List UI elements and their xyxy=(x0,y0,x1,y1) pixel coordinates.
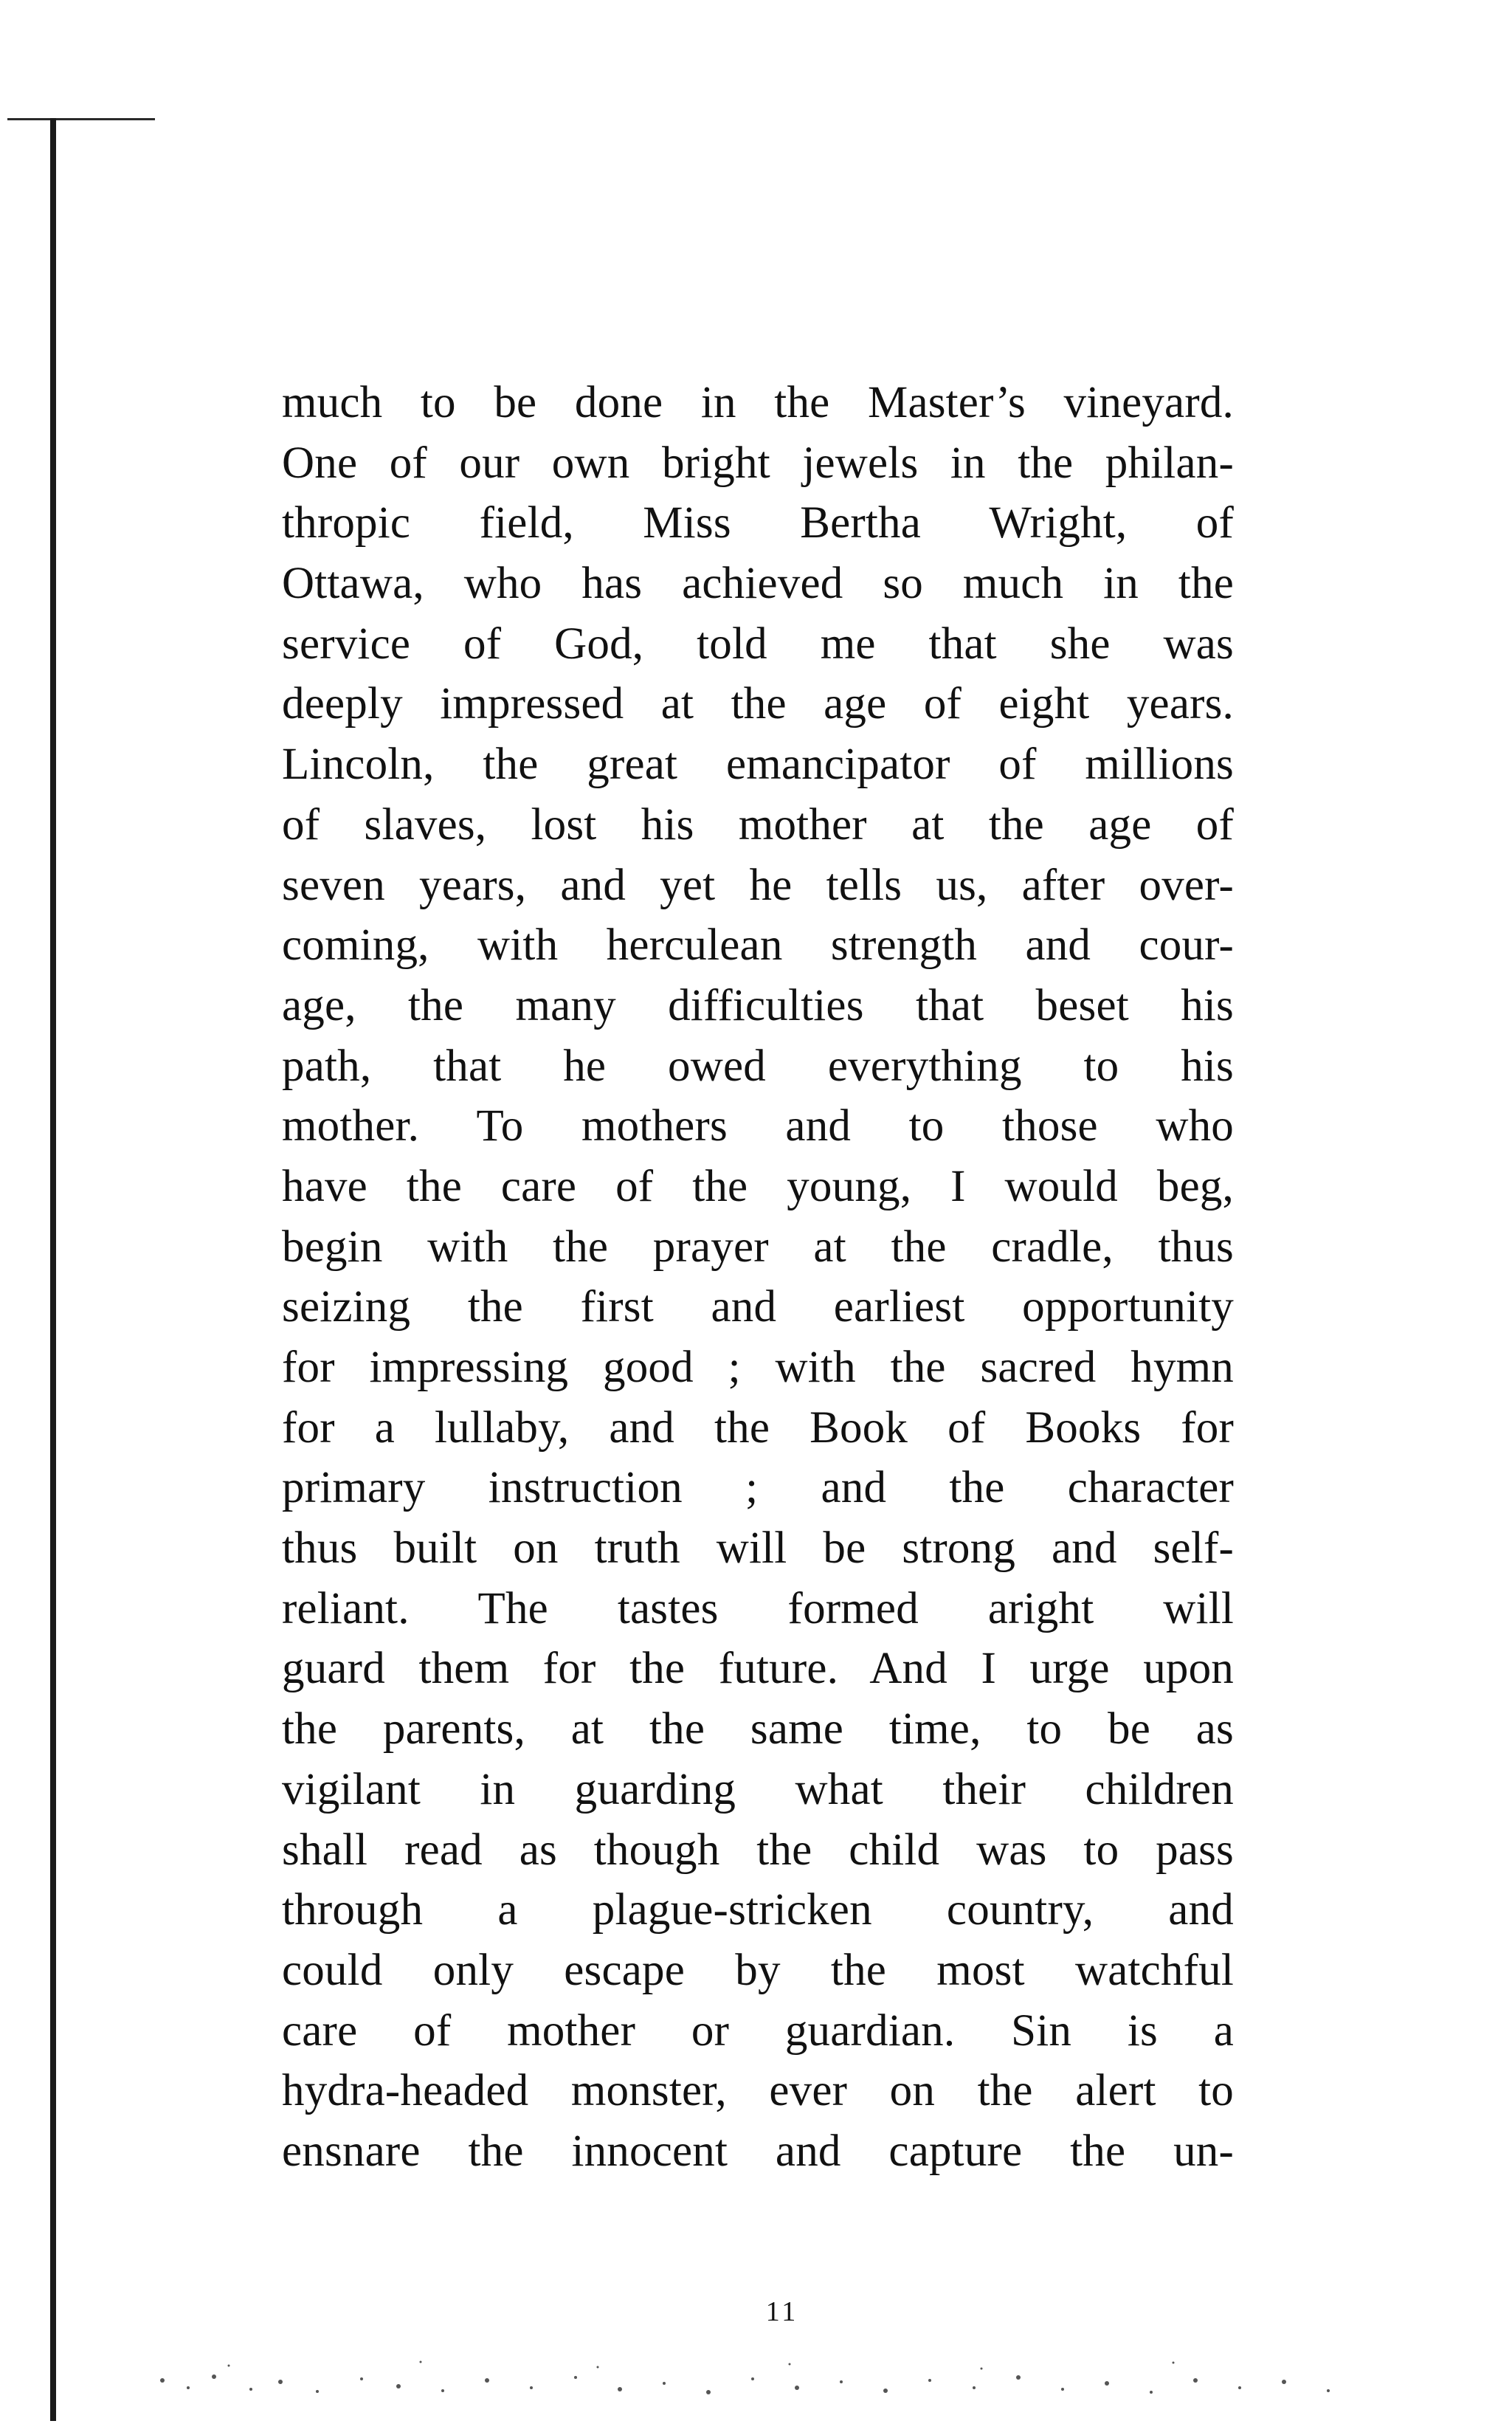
binding-edge xyxy=(50,118,56,2421)
page-number: 11 xyxy=(765,2296,799,2327)
text-line: for impressing good ; with the sacred hymn xyxy=(282,1343,1234,1392)
text-line: thropic field, Miss Bertha Wright, of xyxy=(282,498,1234,548)
text-line: care of mother or guardian. Sin is a xyxy=(282,2005,1234,2056)
text-line: of slaves, lost his mother at the age of xyxy=(282,799,1234,850)
text-line: through a plague-stricken country, and xyxy=(282,1885,1234,1935)
text-line: age, the many difficulties that beset his xyxy=(282,980,1234,1030)
text-line: path, that he owed everything to his xyxy=(282,1041,1234,1091)
text-line: begin with the prayer at the cradle, thus xyxy=(282,1222,1234,1272)
text-line: deeply impressed at the age of eight years. xyxy=(282,679,1234,729)
text-line: guard them for the future. And I urge upon xyxy=(282,1644,1234,1694)
text-line: coming, with herculean strength and cour- xyxy=(282,920,1234,971)
text-line: One of our own bright jewels in the philan- xyxy=(282,438,1234,488)
binding-edge-top xyxy=(7,118,155,120)
body-text xyxy=(282,373,1234,2182)
text-line: have the care of the young, I would beg, xyxy=(282,1161,1234,1211)
text-line: for a lullaby, and the Book of Books for xyxy=(282,1402,1234,1453)
text-line: much to be done in the Master’s vineyard. xyxy=(282,378,1234,427)
text-line: could only escape by the most watchful xyxy=(282,1945,1234,1995)
text-line: service of God, told me that she was xyxy=(282,619,1234,669)
text-line: seizing the first and earliest opportunity xyxy=(282,1282,1234,1332)
text-line: thus built on truth will be strong and self- xyxy=(282,1523,1234,1574)
text-line: shall read as though the child was to pass xyxy=(282,1825,1234,1875)
scan-speckle xyxy=(148,2336,1365,2403)
text-line: mother. To mothers and to those who xyxy=(282,1101,1234,1151)
text-line: Ottawa, who has achieved so much in the xyxy=(282,559,1234,609)
text-line: primary instruction ; and the character xyxy=(282,1463,1234,1513)
text-line: reliant. The tastes formed aright will xyxy=(282,1583,1234,1633)
text-line: hydra-headed monster, ever on the alert to xyxy=(282,2066,1234,2116)
text-line: seven years, and yet he tells us, after over- xyxy=(282,860,1234,910)
text-line: vigilant in guarding what their children xyxy=(282,1764,1234,1814)
text-line: ensnare the innocent and capture the un- xyxy=(282,2126,1234,2176)
text-line: Lincoln, the great emancipator of millions xyxy=(282,740,1234,790)
text-line: the parents, at the same time, to be as xyxy=(282,1704,1234,1754)
